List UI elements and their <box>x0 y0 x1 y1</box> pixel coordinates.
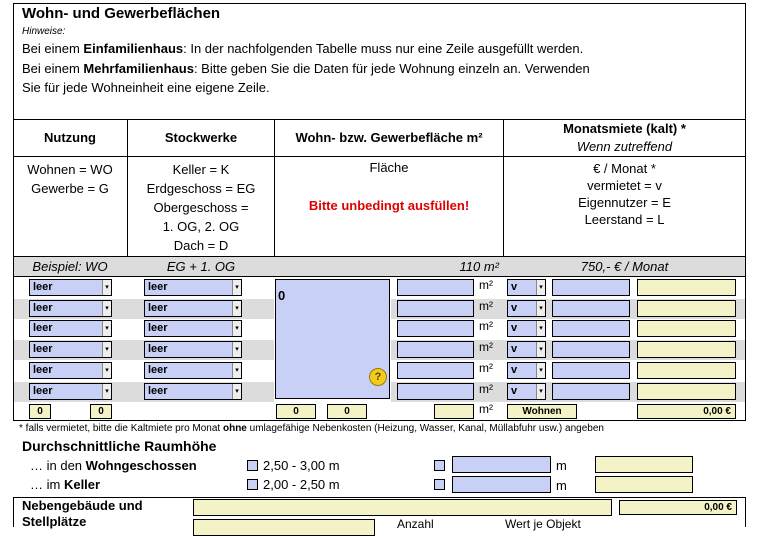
miete-result-field <box>637 300 736 317</box>
dropdown-arrow-icon: ▾ <box>536 301 545 316</box>
example-miete: 750,- € / Monat <box>580 259 669 274</box>
miete-amount-input[interactable] <box>552 383 630 400</box>
total-nutzung-1: 0 <box>29 404 51 419</box>
dropdown-arrow-icon: ▾ <box>102 280 111 295</box>
miete-status-select[interactable] <box>507 300 546 317</box>
dropdown-arrow-icon: ▾ <box>536 321 545 336</box>
hint-line-1: Bei einem Einfamilienhaus: In der nachfolgenden Tabelle muss nur eine Zeile ausgefüllt werden. <box>22 41 584 56</box>
miete-amount-input[interactable] <box>552 279 630 296</box>
area-input[interactable] <box>397 320 474 337</box>
dropdown-arrow-icon: ▾ <box>536 363 545 378</box>
raumhoehe-wohn-label: … in den Wohngeschossen <box>30 458 197 473</box>
stockwerk-select-value: leer <box>148 322 168 334</box>
area-unit: m² <box>479 319 493 333</box>
nutzung-select-value: leer <box>33 322 53 334</box>
miete-status-value: v <box>511 322 518 334</box>
area-notes-field[interactable] <box>275 279 390 399</box>
miete-status-select[interactable] <box>507 362 546 379</box>
stockwerk-select-value: leer <box>148 302 168 314</box>
option-keller-label: 2,00 - 2,50 m <box>263 477 340 492</box>
hint-line-3: Sie für jede Wohneinheit eine eigene Zeile. <box>22 80 270 95</box>
neben-sum: 0,00 € <box>619 500 737 515</box>
nutzung-select-value: leer <box>33 364 53 376</box>
miete-amount-input[interactable] <box>552 341 630 358</box>
area-unit: m² <box>479 299 493 313</box>
total-unit: m² <box>479 402 493 416</box>
dropdown-arrow-icon: ▾ <box>232 301 241 316</box>
stockwerk-select-value: leer <box>148 281 168 293</box>
area-unit: m² <box>479 340 493 354</box>
other-keller-checkbox[interactable] <box>434 479 445 490</box>
miete-amount-input[interactable] <box>552 362 630 379</box>
wohn-result-field <box>595 456 693 473</box>
area-input[interactable] <box>397 341 474 358</box>
miete-status-select[interactable] <box>507 383 546 400</box>
miete-result-field <box>637 383 736 400</box>
other-keller-input[interactable] <box>452 476 551 493</box>
area-input[interactable] <box>397 279 474 296</box>
miete-result-field <box>637 341 736 358</box>
stockwerk-select[interactable] <box>144 341 242 358</box>
miete-status-value: v <box>511 281 518 293</box>
legend-stockwerke: Keller = K Erdgeschoss = EG Obergeschoss = 1. OG, 2. OG Dach = D <box>146 162 256 253</box>
neben-title: Nebengebäude und Stellplätze <box>22 498 143 529</box>
nutzung-select[interactable] <box>29 341 112 358</box>
area-unit: m² <box>479 382 493 396</box>
raumhoehe-title: Durchschnittliche Raumhöhe <box>22 438 217 454</box>
stockwerk-select-value: leer <box>148 364 168 376</box>
example-stock: EG + 1. OG <box>166 259 236 274</box>
col-header-stockwerke: Stockwerke <box>164 130 238 145</box>
raumhoehe-keller-label: … im Keller <box>30 477 101 492</box>
example-flaeche: 110 m² <box>459 259 499 274</box>
miete-status-select[interactable] <box>507 341 546 358</box>
nutzung-select-value: leer <box>33 281 53 293</box>
miete-status-value: v <box>511 364 518 376</box>
example-nutzung: Beispiel: WO <box>32 259 108 274</box>
section-title: Wohn- und Gewerbeflächen <box>22 5 221 22</box>
neben-wert-label: Wert je Objekt <box>505 517 581 531</box>
area-input[interactable] <box>397 383 474 400</box>
miete-result-field <box>637 362 736 379</box>
other-wohn-input[interactable] <box>452 456 551 473</box>
nutzung-select[interactable] <box>29 383 112 400</box>
stockwerk-select-value: leer <box>148 343 168 355</box>
hint-label: Hinweise: <box>22 26 66 37</box>
dropdown-arrow-icon: ▾ <box>536 280 545 295</box>
area-input[interactable] <box>397 300 474 317</box>
dropdown-arrow-icon: ▾ <box>536 384 545 399</box>
stockwerk-select[interactable] <box>144 383 242 400</box>
area-input[interactable] <box>397 362 474 379</box>
area-unit: m² <box>479 278 493 292</box>
stockwerk-select-value: leer <box>148 385 168 397</box>
dropdown-arrow-icon: ▾ <box>102 321 111 336</box>
dropdown-arrow-icon: ▾ <box>232 363 241 378</box>
neben-anzahl-label: Anzahl <box>397 517 434 531</box>
stockwerk-select[interactable] <box>144 362 242 379</box>
miete-status-select[interactable] <box>507 320 546 337</box>
other-keller-unit: m <box>556 478 567 493</box>
col-header-miete-sub: Wenn zutreffend <box>576 139 673 154</box>
miete-amount-input[interactable] <box>552 300 630 317</box>
col-header-miete: Monatsmiete (kalt) * <box>563 121 686 136</box>
area-unit: m² <box>479 361 493 375</box>
neben-input-field[interactable] <box>193 519 375 536</box>
keller-result-field <box>595 476 693 493</box>
total-nutzung-2: 0 <box>90 404 112 419</box>
legend-flaeche-warning: Bitte unbedingt ausfüllen! <box>308 198 470 213</box>
nutzung-select-value: leer <box>33 385 53 397</box>
dropdown-arrow-icon: ▾ <box>232 321 241 336</box>
nutzung-select[interactable] <box>29 362 112 379</box>
col-header-nutzung: Nutzung <box>44 130 96 145</box>
dropdown-arrow-icon: ▾ <box>102 384 111 399</box>
nutzung-select-value: leer <box>33 343 53 355</box>
option-wohn-250-300-checkbox[interactable] <box>247 460 258 471</box>
dropdown-arrow-icon: ▾ <box>102 363 111 378</box>
miete-status-select[interactable] <box>507 279 546 296</box>
nutzung-select[interactable] <box>29 320 112 337</box>
nutzung-select-value: leer <box>33 302 53 314</box>
dropdown-arrow-icon: ▾ <box>536 342 545 357</box>
option-wohn-label: 2,50 - 3,00 m <box>263 458 340 473</box>
total-area-3 <box>434 404 474 419</box>
col-header-flaeche: Wohn- bzw. Gewerbefläche m² <box>295 130 483 145</box>
miete-status-value: v <box>511 343 518 355</box>
dropdown-arrow-icon: ▾ <box>232 384 241 399</box>
footnote: * falls vermietet, bitte die Kaltmiete pro Monat ohne umlagefähige Nebenkosten (Heizung, Wasser, Kanal, Müllabfuhr usw.) angeben <box>19 423 604 434</box>
miete-status-value: v <box>511 302 518 314</box>
total-area-2: 0 <box>327 404 367 419</box>
total-area-1: 0 <box>276 404 316 419</box>
nutzung-select[interactable] <box>29 279 112 296</box>
miete-result-field <box>637 320 736 337</box>
neben-description-field <box>193 499 612 516</box>
nutzung-select[interactable] <box>29 300 112 317</box>
dropdown-arrow-icon: ▾ <box>102 301 111 316</box>
miete-amount-input[interactable] <box>552 320 630 337</box>
miete-result-field <box>637 279 736 296</box>
option-keller-200-250-checkbox[interactable] <box>247 479 258 490</box>
dropdown-arrow-icon: ▾ <box>232 280 241 295</box>
help-icon[interactable]: ? <box>369 368 387 386</box>
hint-line-2: Bei einem Mehrfamilienhaus: Bitte geben Sie die Daten für jede Wohnung einzeln an. Verwenden <box>22 61 590 76</box>
stockwerk-select[interactable] <box>144 320 242 337</box>
legend-miete: € / Monat * vermietet = v Eigennutzer = E Leerstand = L <box>578 161 671 227</box>
other-wohn-checkbox[interactable] <box>434 460 445 471</box>
total-sum: 0,00 € <box>637 404 736 419</box>
miete-status-value: v <box>511 385 518 397</box>
total-wohnen: Wohnen <box>507 404 577 419</box>
area-notes-value: 0 <box>278 288 286 303</box>
stockwerk-select[interactable] <box>144 279 242 296</box>
dropdown-arrow-icon: ▾ <box>102 342 111 357</box>
legend-flaeche: Fläche <box>369 160 409 175</box>
stockwerk-select[interactable] <box>144 300 242 317</box>
legend-nutzung: Wohnen = WO Gewerbe = G <box>27 162 113 196</box>
dropdown-arrow-icon: ▾ <box>232 342 241 357</box>
other-wohn-unit: m <box>556 458 567 473</box>
